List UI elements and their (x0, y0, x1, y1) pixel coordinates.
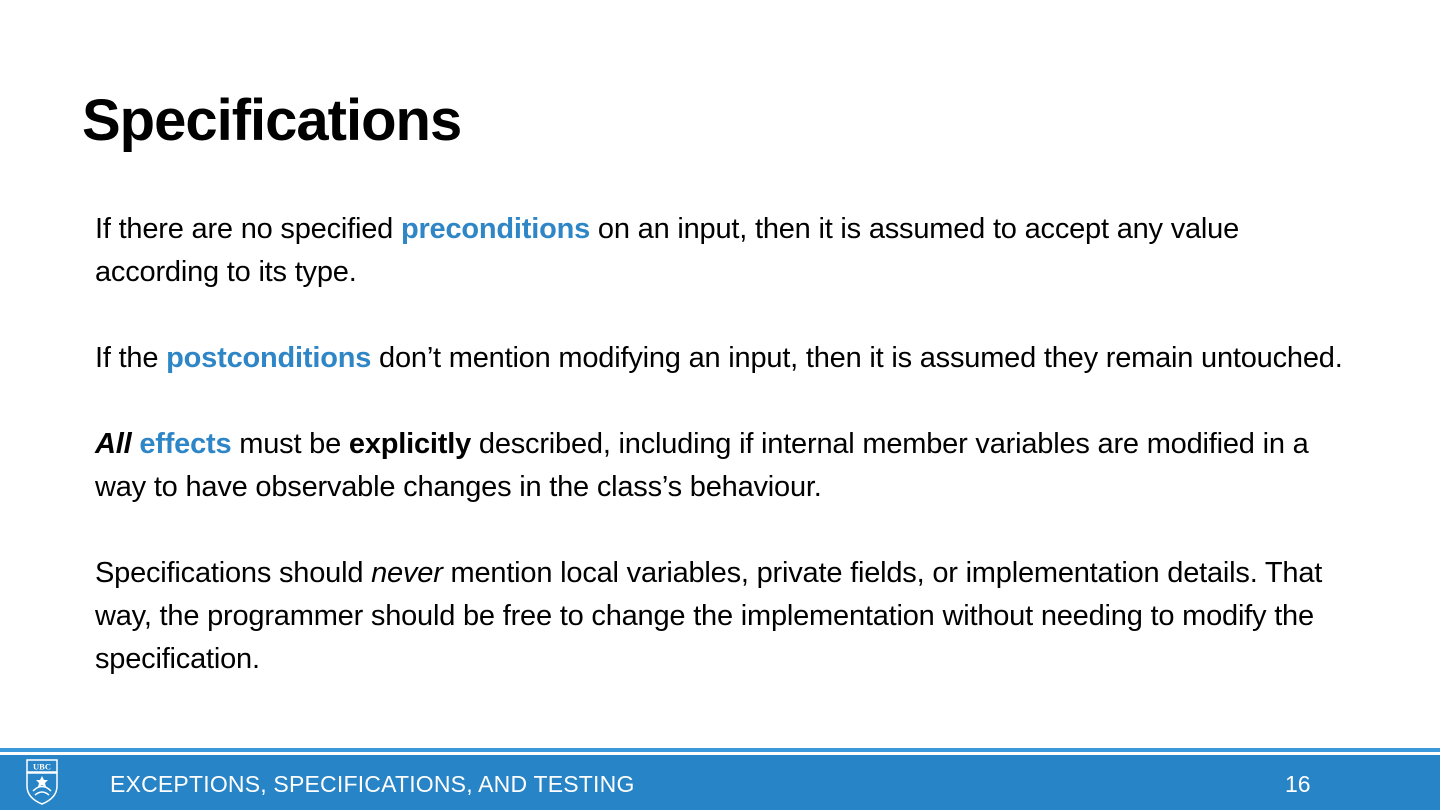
paragraph-preconditions (95, 208, 1355, 294)
ubc-crest-icon (24, 758, 60, 806)
text-run: If the (95, 342, 167, 374)
footer-divider (0, 748, 1440, 752)
keyword-effects: effects (139, 428, 232, 460)
emphasis-never: never (371, 557, 443, 589)
paragraph-implementation (95, 552, 1355, 681)
text-run: on an input, then it is assumed to accept any value according to its type. (95, 213, 1240, 288)
emphasis-all: All (95, 428, 132, 460)
logo-text: UBC (33, 761, 51, 772)
slide-title: Specifications (82, 88, 462, 153)
emphasis-explicitly: explicitly (348, 428, 472, 460)
footer-section-title: EXCEPTIONS, SPECIFICATIONS, AND TESTING (110, 771, 635, 797)
text-run: don’t mention modifying an input, then it is assumed they remain untouched. (371, 342, 1343, 374)
text-run: Specifications should (95, 557, 372, 589)
keyword-preconditions: preconditions (400, 213, 591, 245)
slide-body (95, 208, 1355, 681)
footer-bar (0, 755, 1440, 810)
paragraph-effects (95, 423, 1355, 509)
text-run: described, including if internal member variables are modified in a way to have observable changes in the class’s behaviour. (95, 428, 1309, 503)
paragraph-postconditions (95, 337, 1355, 380)
text-run: If there are no specified (95, 213, 401, 245)
text-run: mention local variables, private fields, or implementation details. That way, the programmer should be free to change the implementation without needing to modify the specification. (95, 557, 1323, 675)
keyword-postconditions: postconditions (166, 342, 372, 374)
text-run: must be (231, 428, 349, 460)
page-number: 16 (1285, 771, 1311, 797)
